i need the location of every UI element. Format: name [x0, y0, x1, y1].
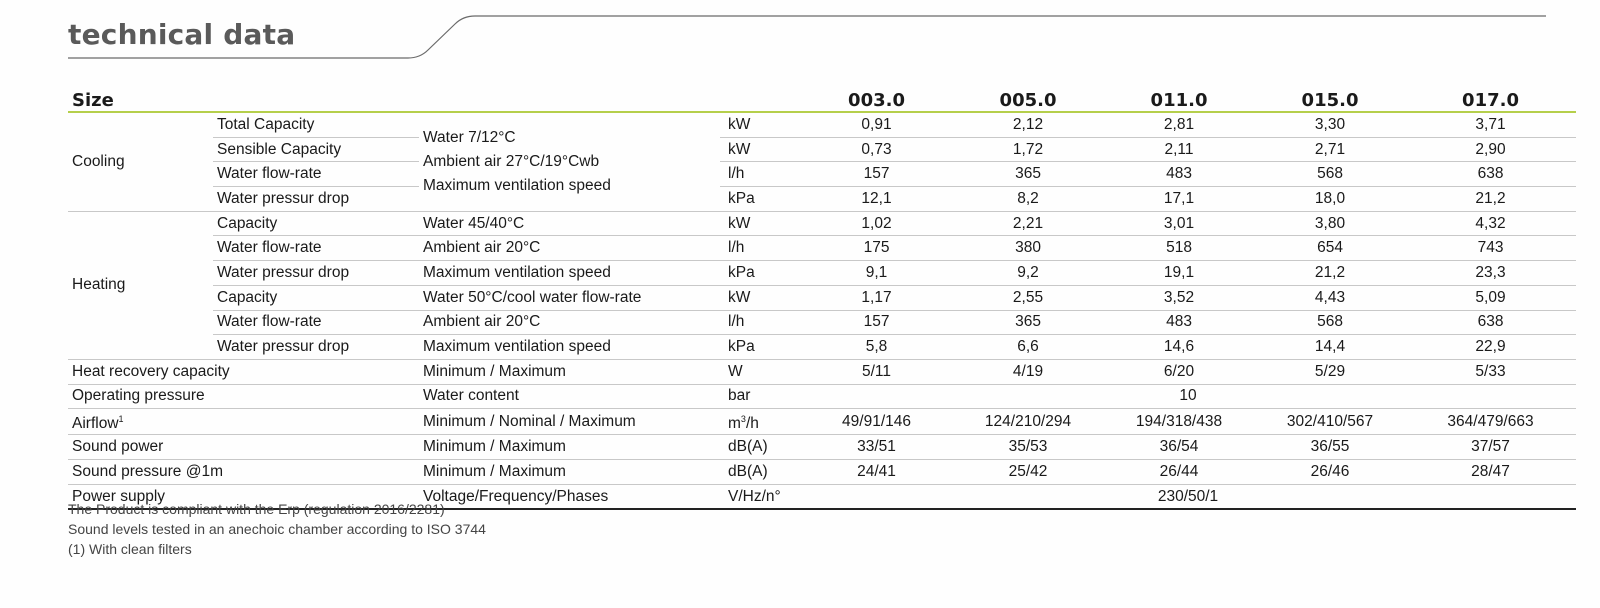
- value-cell: 1,17: [800, 285, 953, 310]
- value-cell: 26/46: [1255, 460, 1405, 485]
- unit-cell: W: [720, 359, 800, 384]
- row-name: Water flow-rate: [213, 162, 419, 187]
- row-label: [68, 460, 419, 485]
- table-row: [68, 137, 1576, 162]
- note-sound: Sound levels tested in an anechoic chamber according to ISO 3744: [68, 521, 486, 537]
- row-name: Total Capacity: [213, 112, 419, 137]
- value-cell: 380: [953, 236, 1103, 261]
- unit-part: m: [728, 415, 741, 433]
- value-cell: 5/33: [1405, 359, 1576, 384]
- value-cell: 654: [1255, 236, 1405, 261]
- row-name: Capacity: [213, 285, 419, 310]
- value-cell: 2,90: [1405, 137, 1576, 162]
- condition-cell: Minimum / Maximum: [419, 460, 720, 485]
- row-label: [68, 384, 419, 409]
- condition-cell: Minimum / Maximum: [419, 359, 720, 384]
- value-cell: 3,80: [1255, 211, 1405, 236]
- value-cell: 365: [953, 162, 1103, 187]
- table-row: [68, 211, 1576, 236]
- note-erp: The Product is compliant with the Erp (regulation 2016/2281): [68, 501, 445, 517]
- value-cell: 36/55: [1255, 435, 1405, 460]
- row-label-text: Sound power: [72, 438, 164, 456]
- value-cell: 2,21: [953, 211, 1103, 236]
- value-cell: 3,71: [1405, 112, 1576, 137]
- value-cell: 302/410/567: [1255, 409, 1405, 435]
- value-cell: 3,30: [1255, 112, 1405, 137]
- condition-cell: Ambient air 20°C: [419, 310, 720, 335]
- row-name: Water pressur drop: [213, 335, 419, 360]
- value-cell: 26/44: [1103, 460, 1255, 485]
- size-col-header: 003.0: [800, 89, 953, 112]
- size-col-header: 005.0: [953, 89, 1103, 112]
- value-cell: 2,71: [1255, 137, 1405, 162]
- unit-cell: dB(A): [720, 435, 800, 460]
- unit-part: 3: [740, 414, 746, 425]
- table-row: [68, 409, 1576, 435]
- table-row: [68, 384, 1576, 409]
- row-label-text: Power supply: [72, 487, 166, 505]
- value-cell: 18,0: [1255, 187, 1405, 212]
- value-cell: 194/318/438: [1103, 409, 1255, 435]
- row-name: Water pressur drop: [213, 261, 419, 286]
- value-cell: 2,81: [1103, 112, 1255, 137]
- value-cell: 157: [800, 310, 953, 335]
- technical-data-table: [68, 89, 1576, 510]
- unit-cell: V/Hz/n°: [720, 484, 800, 509]
- value-cell: 3,01: [1103, 211, 1255, 236]
- value-cell: 9,1: [800, 261, 953, 286]
- row-name: Water pressur drop: [213, 187, 419, 212]
- condition-cell: Minimum / Maximum: [419, 435, 720, 460]
- footnote-mark: 1: [118, 414, 124, 425]
- value-cell: 568: [1255, 162, 1405, 187]
- condition-cell: Maximum ventilation speed: [419, 335, 720, 360]
- value-cell: 23,3: [1405, 261, 1576, 286]
- unit-cell: kW: [720, 285, 800, 310]
- table-row: [68, 310, 1576, 335]
- size-label: Size: [68, 89, 800, 112]
- value-cell: 568: [1255, 310, 1405, 335]
- value-cell: 21,2: [1255, 261, 1405, 286]
- value-cell: 2,55: [953, 285, 1103, 310]
- value-cell: 4/19: [953, 359, 1103, 384]
- unit-cell: [720, 409, 800, 435]
- row-name: Water flow-rate: [213, 310, 419, 335]
- row-label-text: Operating pressure: [72, 387, 205, 405]
- value-cell: 5,09: [1405, 285, 1576, 310]
- unit-cell: dB(A): [720, 460, 800, 485]
- row-name: Capacity: [213, 211, 419, 236]
- value-cell: 25/42: [953, 460, 1103, 485]
- value-cell: 6/20: [1103, 359, 1255, 384]
- condition-line: Water 7/12°C: [423, 128, 516, 146]
- value-cell: 175: [800, 236, 953, 261]
- size-col-header: 011.0: [1103, 89, 1255, 112]
- row-label-text: Heat recovery capacity: [72, 362, 230, 380]
- table-row: [68, 359, 1576, 384]
- group-label-cooling: Cooling: [68, 112, 213, 211]
- row-label: [68, 359, 419, 384]
- unit-cell: kPa: [720, 187, 800, 212]
- unit-cell: kW: [720, 112, 800, 137]
- size-col-header: 015.0: [1255, 89, 1405, 112]
- footnotes: [68, 499, 486, 559]
- value-cell: 743: [1405, 236, 1576, 261]
- value-cell: 4,43: [1255, 285, 1405, 310]
- condition-cell: Ambient air 20°C: [419, 236, 720, 261]
- cooling-conditions: [419, 112, 720, 211]
- table-row: [68, 187, 1576, 212]
- table-row: [68, 460, 1576, 485]
- value-cell: 0,73: [800, 137, 953, 162]
- value-cell: 9,2: [953, 261, 1103, 286]
- value-cell: 24/41: [800, 460, 953, 485]
- unit-cell: kPa: [720, 261, 800, 286]
- unit-cell: kW: [720, 211, 800, 236]
- unit-cell: kW: [720, 137, 800, 162]
- value-cell: 6,6: [953, 335, 1103, 360]
- size-header-row: [68, 89, 1576, 112]
- value-cell: 49/91/146: [800, 409, 953, 435]
- condition-cell: Water 50°C/cool water flow-rate: [419, 285, 720, 310]
- value-cell: 37/57: [1405, 435, 1576, 460]
- table-row: [68, 112, 1576, 137]
- row-label: [68, 435, 419, 460]
- value-cell: 2,11: [1103, 137, 1255, 162]
- condition-cell: Maximum ventilation speed: [419, 261, 720, 286]
- row-name: Sensible Capacity: [213, 137, 419, 162]
- value-cell: 33/51: [800, 435, 953, 460]
- condition-cell: Minimum / Nominal / Maximum: [419, 409, 720, 435]
- value-cell: 365: [953, 310, 1103, 335]
- value-cell: 28/47: [1405, 460, 1576, 485]
- value-cell: 1,72: [953, 137, 1103, 162]
- row-label-text: Airflow: [72, 415, 119, 433]
- unit-cell: l/h: [720, 162, 800, 187]
- value-cell: 36/54: [1103, 435, 1255, 460]
- merged-value-cell: 230/50/1: [800, 484, 1576, 509]
- group-label-heating: Heating: [68, 211, 213, 359]
- value-cell: 35/53: [953, 435, 1103, 460]
- value-cell: 5/11: [800, 359, 953, 384]
- value-cell: 14,4: [1255, 335, 1405, 360]
- value-cell: 14,6: [1103, 335, 1255, 360]
- row-label: [68, 409, 419, 435]
- unit-part: /h: [745, 415, 759, 433]
- condition-cell: Voltage/Frequency/Phases: [419, 484, 720, 509]
- value-cell: 5,8: [800, 335, 953, 360]
- table-row: [68, 236, 1576, 261]
- table-row: [68, 261, 1576, 286]
- value-cell: 12,1: [800, 187, 953, 212]
- size-col-header: 017.0: [1405, 89, 1576, 112]
- value-cell: 3,52: [1103, 285, 1255, 310]
- merged-value-cell: 10: [800, 384, 1576, 409]
- value-cell: 5/29: [1255, 359, 1405, 384]
- table-row: [68, 435, 1576, 460]
- unit-cell: l/h: [720, 236, 800, 261]
- unit-cell: l/h: [720, 310, 800, 335]
- unit-cell: kPa: [720, 335, 800, 360]
- value-cell: 483: [1103, 310, 1255, 335]
- table-row: [68, 335, 1576, 360]
- value-cell: 483: [1103, 162, 1255, 187]
- row-name: Water flow-rate: [213, 236, 419, 261]
- value-cell: 1,02: [800, 211, 953, 236]
- note-filters: (1) With clean filters: [68, 541, 192, 557]
- table-row: [68, 162, 1576, 187]
- value-cell: 22,9: [1405, 335, 1576, 360]
- page-title: technical data: [68, 18, 296, 51]
- value-cell: 364/479/663: [1405, 409, 1576, 435]
- condition-cell: Water content: [419, 384, 720, 409]
- value-cell: 638: [1405, 310, 1576, 335]
- condition-line: Maximum ventilation speed: [423, 176, 611, 194]
- row-label-text: Sound pressure @1m: [72, 462, 224, 480]
- condition-cell: Water 45/40°C: [419, 211, 720, 236]
- value-cell: 19,1: [1103, 261, 1255, 286]
- table-row: [68, 285, 1576, 310]
- value-cell: 0,91: [800, 112, 953, 137]
- value-cell: 17,1: [1103, 187, 1255, 212]
- value-cell: 21,2: [1405, 187, 1576, 212]
- value-cell: 157: [800, 162, 953, 187]
- value-cell: 4,32: [1405, 211, 1576, 236]
- value-cell: 518: [1103, 236, 1255, 261]
- value-cell: 638: [1405, 162, 1576, 187]
- value-cell: 2,12: [953, 112, 1103, 137]
- condition-line: Ambient air 27°C/19°Cwb: [423, 152, 600, 170]
- unit-cell: bar: [720, 384, 800, 409]
- value-cell: 124/210/294: [953, 409, 1103, 435]
- value-cell: 8,2: [953, 187, 1103, 212]
